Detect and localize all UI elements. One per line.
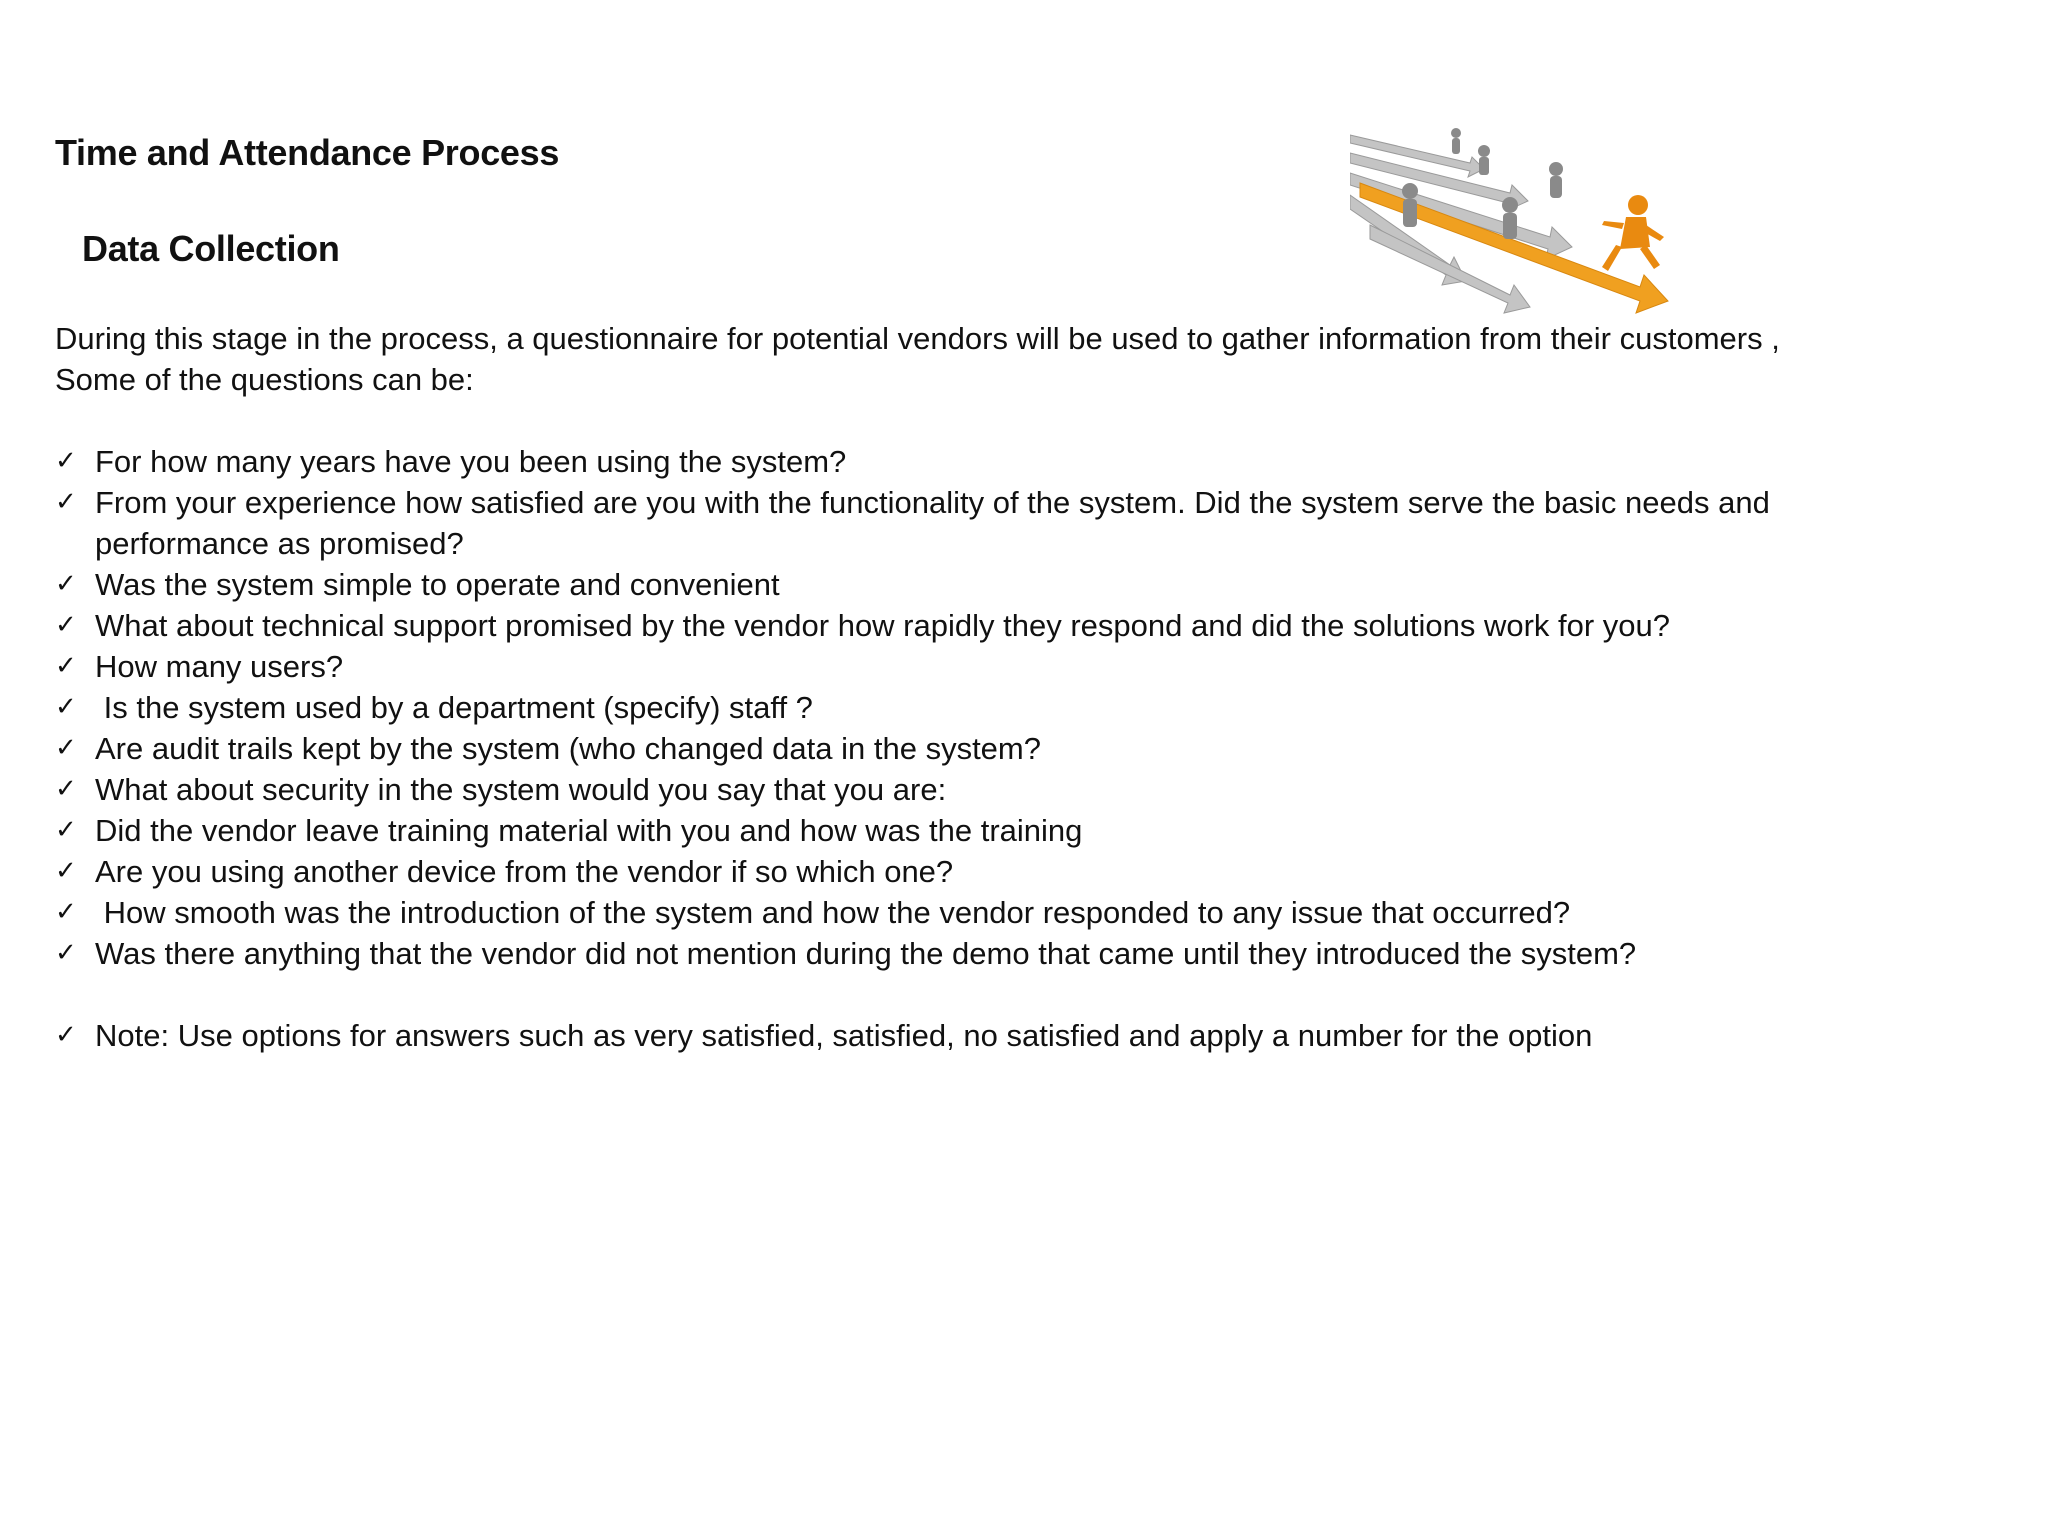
- check-icon: ✓: [55, 446, 77, 476]
- check-icon: ✓: [55, 938, 77, 968]
- question-checklist: [55, 441, 1915, 1056]
- note-text: Note: Use options for answers such as very satisfied, satisfied, no satisfied and apply a number for the option: [95, 1018, 1593, 1053]
- question-text: Did the vendor leave training material with you and how was the training: [95, 813, 1083, 848]
- question-text: Was there anything that the vendor did not mention during the demo that came until they introduced the system?: [95, 936, 1637, 971]
- page-title: Time and Attendance Process: [55, 132, 560, 173]
- intro-line: Some of the questions can be:: [55, 362, 474, 397]
- list-spacer: [55, 974, 1915, 1015]
- question-text: Was the system simple to operate and convenient: [95, 567, 780, 602]
- list-item: [55, 605, 1915, 646]
- list-item: [55, 646, 1915, 687]
- check-icon: ✓: [55, 897, 77, 927]
- check-icon: ✓: [55, 1020, 77, 1050]
- question-text: For how many years have you been using the system?: [95, 444, 847, 479]
- list-item: [55, 564, 1915, 605]
- check-icon: ✓: [55, 610, 77, 640]
- question-text: Are audit trails kept by the system (who changed data in the system?: [95, 731, 1041, 766]
- check-icon: ✓: [55, 774, 77, 804]
- check-icon: ✓: [55, 856, 77, 886]
- list-item: [55, 687, 1915, 728]
- check-icon: ✓: [55, 692, 77, 722]
- list-item: [55, 482, 1915, 564]
- section-heading: Data Collection: [82, 228, 340, 269]
- list-item: [55, 892, 1915, 933]
- check-icon: ✓: [55, 815, 77, 845]
- intro-paragraph: [55, 318, 1875, 400]
- check-icon: ✓: [55, 569, 77, 599]
- list-item: [55, 441, 1915, 482]
- check-icon: ✓: [55, 487, 77, 517]
- list-item: [55, 810, 1915, 851]
- race-runners-illustration: [1350, 125, 1710, 315]
- list-item: [55, 933, 1915, 974]
- note-item: [55, 1015, 1915, 1056]
- question-text: How smooth was the introduction of the system and how the vendor responded to any issue that occurred?: [95, 895, 1571, 930]
- question-text: How many users?: [95, 649, 344, 684]
- orange-runner: [1602, 195, 1664, 271]
- check-icon: ✓: [55, 651, 77, 681]
- question-text: From your experience how satisfied are you with the functionality of the system. Did the system serve the basic needs and performance as promised?: [95, 485, 1770, 561]
- list-item: [55, 851, 1915, 892]
- list-item: [55, 728, 1915, 769]
- question-text: What about security in the system would you say that you are:: [95, 772, 947, 807]
- question-text: Are you using another device from the vendor if so which one?: [95, 854, 954, 889]
- question-text: What about technical support promised by the vendor how rapidly they respond and did the solutions work for you?: [95, 608, 1671, 643]
- list-item: [55, 769, 1915, 810]
- question-text: Is the system used by a department (specify) staff ?: [95, 690, 813, 725]
- intro-line: During this stage in the process, a questionnaire for potential vendors will be used to gather information from their customers ,: [55, 321, 1780, 356]
- check-icon: ✓: [55, 733, 77, 763]
